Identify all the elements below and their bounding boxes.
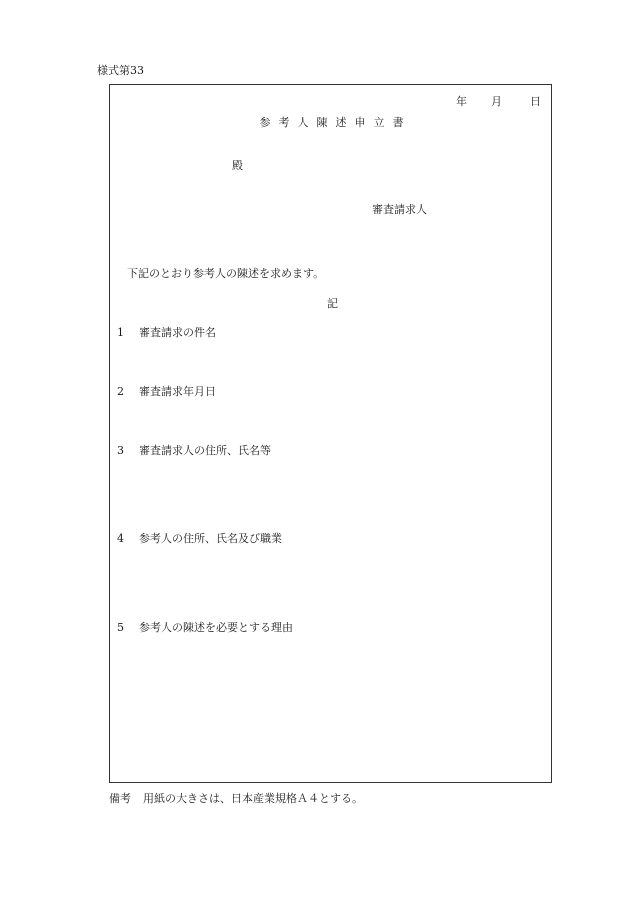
- item-label: 参考人の陳述を必要とする理由: [139, 621, 293, 634]
- date-day-label: 日: [530, 95, 541, 108]
- addressee-suffix: 殿: [232, 159, 243, 172]
- ki-heading: 記: [327, 297, 338, 310]
- remarks-note: [109, 792, 363, 806]
- item-label: 審査請求年月日: [139, 385, 216, 398]
- form-title: 参考人陳述申立書: [259, 116, 412, 129]
- item-label: 審査請求人の住所、氏名等: [139, 444, 271, 457]
- form-number: 様式第33: [97, 64, 144, 77]
- intro-text: 下記のとおり参考人の陳述を求めます。: [127, 267, 325, 280]
- item-number: 3: [117, 444, 124, 457]
- remarks-label: 備考: [109, 792, 131, 805]
- item-number: 4: [117, 532, 124, 545]
- remarks-text: 用紙の大きさは、日本産業規格Ａ４とする。: [143, 792, 363, 805]
- item-number: 1: [117, 326, 124, 339]
- requester-label: 審査請求人: [372, 203, 427, 216]
- date-month-label: 月: [491, 95, 502, 108]
- item-label: 審査請求の件名: [139, 326, 216, 339]
- date-year-label: 年: [456, 95, 467, 108]
- application-form-frame: [109, 84, 552, 783]
- item-number: 2: [117, 385, 124, 398]
- item-number: 5: [117, 621, 124, 634]
- item-label: 参考人の住所、氏名及び職業: [139, 532, 282, 545]
